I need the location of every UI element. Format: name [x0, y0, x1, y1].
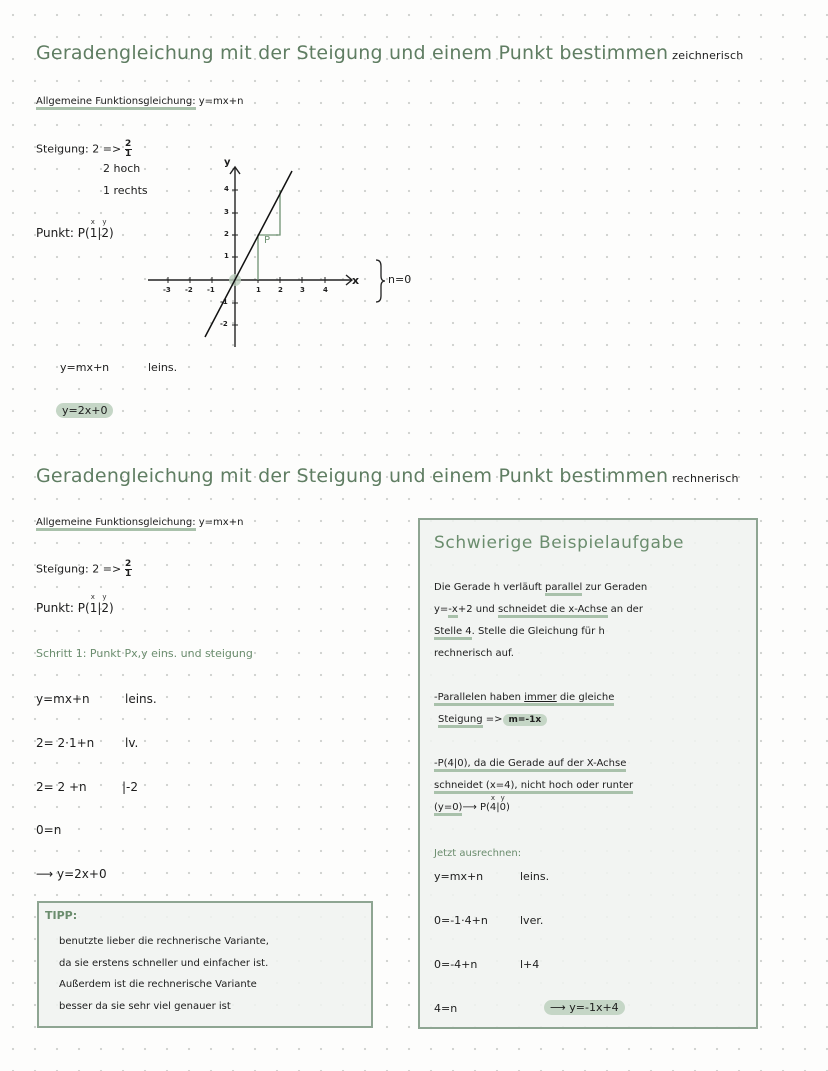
task-text: zur Geraden [582, 582, 648, 593]
tip-line: Außerdem ist die rechnerische Variante [59, 979, 257, 990]
task-line-1 [434, 582, 647, 593]
slope-value: 2 => [92, 142, 122, 156]
task-text: +2 und [457, 604, 498, 615]
point-prefix: P( [77, 226, 90, 240]
n-value: n=0 [388, 273, 412, 286]
step-note: |-2 [122, 780, 139, 794]
section1-result [56, 404, 113, 417]
fraction-denominator: 1 [125, 149, 132, 159]
task-text: Die Gerade h verläuft [434, 582, 546, 593]
y-tick: 1 [224, 252, 229, 260]
calc-equation: 0=-1·4+n [434, 914, 488, 927]
y-tick: 3 [224, 208, 229, 216]
x-tick: 1 [256, 286, 261, 294]
y-tick: -2 [220, 320, 228, 328]
y-mark: y [102, 593, 107, 601]
calc-equation: y=mx+n [434, 870, 484, 883]
fraction-numerator: 2 [125, 559, 132, 569]
parallel-note-line-1 [434, 692, 614, 703]
x-tick: 2 [278, 286, 283, 294]
general-equation-formula: y=mx+n [198, 517, 244, 528]
slope-fraction [125, 560, 132, 579]
section2-general-equation [36, 517, 243, 528]
tip-box [37, 901, 373, 1028]
point-x-value: 1 [89, 226, 98, 240]
example-title: Schwierige Beispielaufgabe [434, 533, 684, 553]
general-equation-formula: y=mx+n [198, 96, 244, 107]
calc-note: l+4 [520, 958, 540, 971]
step-equation: y=mx+n [36, 692, 90, 706]
point-note-line-3 [434, 794, 510, 813]
point-y [101, 218, 110, 240]
point-note-line-2 [434, 780, 633, 791]
point-note-line-1 [434, 758, 626, 769]
slope-value: 2 => [92, 562, 122, 576]
task-line-3 [434, 626, 605, 637]
tip-label: TIPP: [45, 909, 78, 922]
tip-line: besser da sie sehr viel genauer ist [59, 1001, 231, 1012]
point-separator: | [97, 601, 102, 615]
tip-line: da sie erstens schneller und einfacher ist. [59, 958, 269, 969]
fraction-denominator: 1 [125, 569, 132, 579]
point-y-value: 2 [101, 226, 110, 240]
point-arrow: ⟶ P( [462, 802, 490, 813]
example-result [544, 1001, 625, 1014]
parallel-text: -Parallelen haben [434, 692, 524, 706]
slope-up: 2 hoch [103, 162, 141, 175]
calc-note: leins. [520, 870, 550, 883]
point-suffix: ) [109, 226, 114, 240]
calc-equation: 4=n [434, 1002, 458, 1015]
graph-svg [140, 155, 370, 355]
example-box [418, 518, 758, 1029]
slope-fraction [125, 140, 132, 159]
slope-label: Steigung: [36, 142, 89, 156]
step-equation: 0=n [36, 823, 62, 837]
x-mark: x [490, 794, 496, 802]
calc-note: lver. [520, 914, 544, 927]
y-mark: y [500, 794, 505, 802]
result-highlight: y=2x+0 [56, 403, 113, 418]
point-note-text: schneidet (x=4), nicht hoch oder runter [434, 780, 633, 794]
task-keyword-intersect: schneidet die x-Achse [498, 604, 608, 618]
parallel-note-line-2 [438, 714, 547, 725]
point-label: Punkt: [36, 601, 74, 615]
slope-label: Steigung: [36, 562, 89, 576]
x-tick: 4 [323, 286, 328, 294]
task-text: an der [607, 604, 643, 615]
task-keyword-position: Stelle 4 [434, 626, 472, 640]
y-axis-label: y [224, 157, 231, 168]
general-equation-label: Allgemeine Funktionsgleichung: [36, 517, 196, 531]
step-result: ⟶ y=2x+0 [36, 867, 107, 881]
parallel-text: die gleiche [557, 692, 615, 706]
general-equation-label: Allgemeine Funktionsgleichung: [36, 96, 196, 110]
x-tick: -1 [207, 286, 215, 294]
slope-right: 1 rechts [103, 184, 148, 197]
task-line-4: rechnerisch auf. [434, 648, 514, 659]
section1-slope [36, 140, 132, 159]
point-x [89, 218, 98, 240]
task-text: . Stelle die Gleichung für h [471, 626, 605, 637]
step-equation: 2= 2 +n [36, 780, 87, 794]
point-y-value: 2 [101, 601, 110, 615]
step-note: lv. [125, 736, 139, 750]
task-keyword-parallel: parallel [545, 582, 582, 596]
result-highlight: ⟶ y=-1x+4 [544, 1000, 625, 1015]
section1-subtitle: zeichnerisch [672, 49, 744, 62]
task-text: y= [434, 604, 449, 615]
point-y-value: 0 [499, 802, 507, 813]
y-mark: y [102, 218, 107, 226]
parallel-keyword-immer: immer [524, 692, 557, 706]
y-tick: -1 [220, 298, 228, 306]
slope-keyword: Steigung [438, 714, 483, 728]
point-suffix: ) [506, 802, 510, 813]
point-separator: | [97, 226, 102, 240]
task-keyword-slope: -x [448, 604, 458, 618]
point-x-value: 4 [489, 802, 497, 813]
point-y [499, 794, 507, 813]
tip-line: benutzte lieber die rechnerische Variante, [59, 936, 269, 947]
x-axis-label: x [352, 274, 360, 287]
x-mark: x [90, 593, 95, 601]
coordinate-graph [140, 155, 370, 355]
y-tick: 4 [224, 185, 229, 193]
point-x-value: 1 [89, 601, 98, 615]
y-zero-keyword: (y=0) [434, 802, 462, 816]
point-x [89, 593, 98, 615]
point-suffix: ) [109, 601, 114, 615]
step-note: leins. [125, 692, 157, 706]
section1-equation-note: leins. [148, 361, 178, 374]
section2-subtitle: rechnerisch [672, 472, 739, 485]
point-p-label: P [264, 235, 271, 246]
section1-title [36, 42, 743, 64]
calc-equation: 0=-4+n [434, 958, 478, 971]
section1-equation: y=mx+n [60, 361, 110, 374]
step-equation: 2= 2·1+n [36, 736, 95, 750]
x-mark: x [90, 218, 95, 226]
point-separator: | [496, 802, 500, 813]
y-tick: 2 [224, 230, 229, 238]
n-brace [374, 258, 386, 308]
section2-slope [36, 560, 132, 579]
arrow-text: => [482, 714, 503, 725]
curly-brace-icon [374, 258, 386, 304]
point-note-text: -P(4|0), da die Gerade auf der X-Achse [434, 758, 626, 772]
section1-point [36, 218, 114, 240]
point-label: Punkt: [36, 226, 74, 240]
point-prefix: P( [77, 601, 90, 615]
section2-title [36, 465, 739, 487]
task-line-2 [434, 604, 643, 615]
slope-result-highlight: m=-1x [503, 714, 548, 726]
step1-label: Schritt 1: Punkt Px,y eins. und steigung [36, 647, 253, 660]
section1-title-text: Geradengleichung mit der Steigung und einem Punkt bestimmen [36, 42, 669, 64]
section1-general-equation [36, 96, 243, 107]
x-tick: -3 [163, 286, 171, 294]
point-y [101, 593, 110, 615]
point-x [489, 794, 497, 813]
x-tick: 3 [300, 286, 305, 294]
fraction-numerator: 2 [125, 139, 132, 149]
section2-point [36, 593, 114, 615]
x-tick: -2 [185, 286, 193, 294]
section2-title-text: Geradengleichung mit der Steigung und einem Punkt bestimmen [36, 465, 669, 487]
calc-label: Jetzt ausrechnen: [434, 848, 522, 859]
